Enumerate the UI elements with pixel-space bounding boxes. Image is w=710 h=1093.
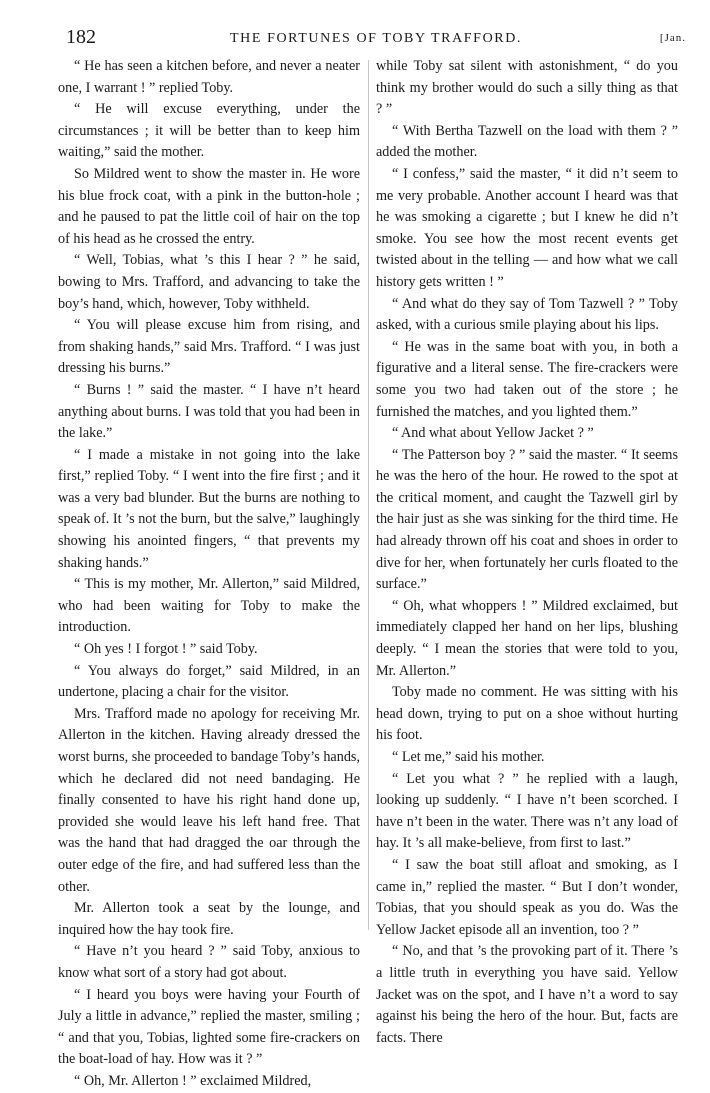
paragraph: Mrs. Trafford made no apology for receiving Mr. Allerton in the kitchen. Having already dressed the worst burns, she proceeded to bandage Toby’s hands, which he declared did not need bandaging. He finally consented to have his right hand done up, provided she would leave his left hand free. That was the hand that had dragged the oar through the outer edge of the fire, and had suffered less than the other. [58,705,360,895]
paragraph: “ He will excuse everything, under the circumstances ; it will be better than to keep him waiting,” said the mother. [58,101,360,161]
paragraph: “ I made a mistake in not going into the lake first,” replied Toby. “ I went into the fire first ; and it was a very bad blunder. But the burns are nothing to speak of. It ’s not the burn, but the salve,” laughingly showing his anointed fingers, “ that prevents my shaking hands.” [58,446,360,571]
paragraph: “ Oh, Mr. Allerton ! ” exclaimed Mildred, [74,1072,312,1089]
paragraph: “ Well, Tobias, what ’s this I hear ? ” he said, bowing to Mrs. Trafford, and advancing to take the boy’s hand, which, however, Toby withheld. [58,252,360,312]
right-column [376,56,678,1049]
paragraph: “ I heard you boys were having your Fourth of July a little in advance,” replied the master, smiling ; “ and that you, Tobias, lighted some fire-crackers on the boat-load of hay. How was it ? ” [58,986,360,1068]
paragraph: “ This is my mother, Mr. Allerton,” said Mildred, who had been waiting for Toby to make the introduction. [58,576,360,636]
paragraph: “ Let me,” said his mother. [392,749,545,765]
paragraph: Mr. Allerton took a seat by the lounge, and inquired how the hay took fire. [58,900,360,938]
paragraph: “ Have n’t you heard ? ” said Toby, anxious to know what sort of a story had got about. [58,943,360,981]
paragraph: Toby made no comment. He was sitting with his head down, trying to put on a shoe without hurting his foot. [376,684,678,744]
running-title: THE FORTUNES OF TOBY TRAFFORD. [229,31,523,46]
paragraph: “ You always do forget,” said Mildred, in an undertone, placing a chair for the visitor. [58,662,360,701]
issue-month: [Jan. [659,32,686,44]
running-header [66,26,686,52]
left-column [58,56,360,1093]
paragraph: “ I saw the boat still afloat and smoking, as I came in,” replied the master. “ But I don’t wonder, Tobias, that you should speak as you do. Was the Yellow Jacket episode all an invention, too ? ” [376,856,678,938]
paragraph: “ I confess,” said the master, “ it did n’t seem to me very probable. Another account I heard was that he was smoking a cigarette ; but I knew he did n’t smoke. You see how the most recent events get twisted about in the telling — and how what we call history gets written ! ” [376,165,678,290]
paragraph: “ With Bertha Tazwell on the load with them ? ” added the mother. [376,122,678,161]
paragraph: “ You will please excuse him from rising, and from shaking hands,” said Mrs. Trafford. “ I was just dressing his burns.” [58,317,360,377]
paragraph: “ Oh yes ! I forgot ! ” said Toby. [74,641,258,658]
paragraph: “ Burns ! ” said the master. “ I have n’t heard anything about burns. I was told that you had been in the lake.” [58,381,360,442]
paragraph: while Toby sat silent with astonishment, “ do you think my brother would do such a silly thing as that ? ” [376,58,678,118]
paragraph: So Mildred went to show the master in. He wore his blue frock coat, with a pink in the button-hole ; and he paused to pat the little coil of hair on the top of his head as he crossed the entry. [58,165,360,247]
paragraph: “ He was in the same boat with you, in both a figurative and a literal sense. The fire-crackers were some you two had taken out of the store ; he furnished the matches, and you lighted them.” [376,338,678,420]
paragraph: “ Let you what ? ” he replied with a laugh, looking up suddenly. “ I have n’t been scorched. I have n’t been in the water. There was n’t any load of hay. It ’s all make-believe, from first to last.” [376,770,678,852]
paragraph: “ And what about Yellow Jacket ? ” [392,425,594,442]
paragraph: “ The Patterson boy ? ” said the master. “ It seems he was the hero of the hour. He rowed to the spot at the critical moment, and caught the Tazwell girl by the hair just as she was sinking for the third time. He had already thrown off his coat and shoes in order to dive for her, when fortunately her curls floated to the surface.” [376,446,678,593]
column-divider [368,60,369,930]
paragraph: “ He has seen a kitchen before, and never a neater one, I warrant ! ” replied Toby. [58,58,360,96]
paragraph: “ Oh, what whoppers ! ” Mildred exclaimed, but immediately clapped her hand on her lips, blushing deeply. “ I mean the stories that were told to you, Mr. Allerton.” [376,597,678,679]
paragraph: “ And what do they say of Tom Tazwell ? ” Toby asked, with a curious smile playing about his lips. [376,295,678,334]
page-number: 182 [66,26,96,48]
paragraph: “ No, and that ’s the provoking part of it. There ’s a little truth in everything you have said. Yellow Jacket was on the spot, and I have n’t a word to say against his being the hero of the hour. But, facts are facts. There [376,943,678,1046]
